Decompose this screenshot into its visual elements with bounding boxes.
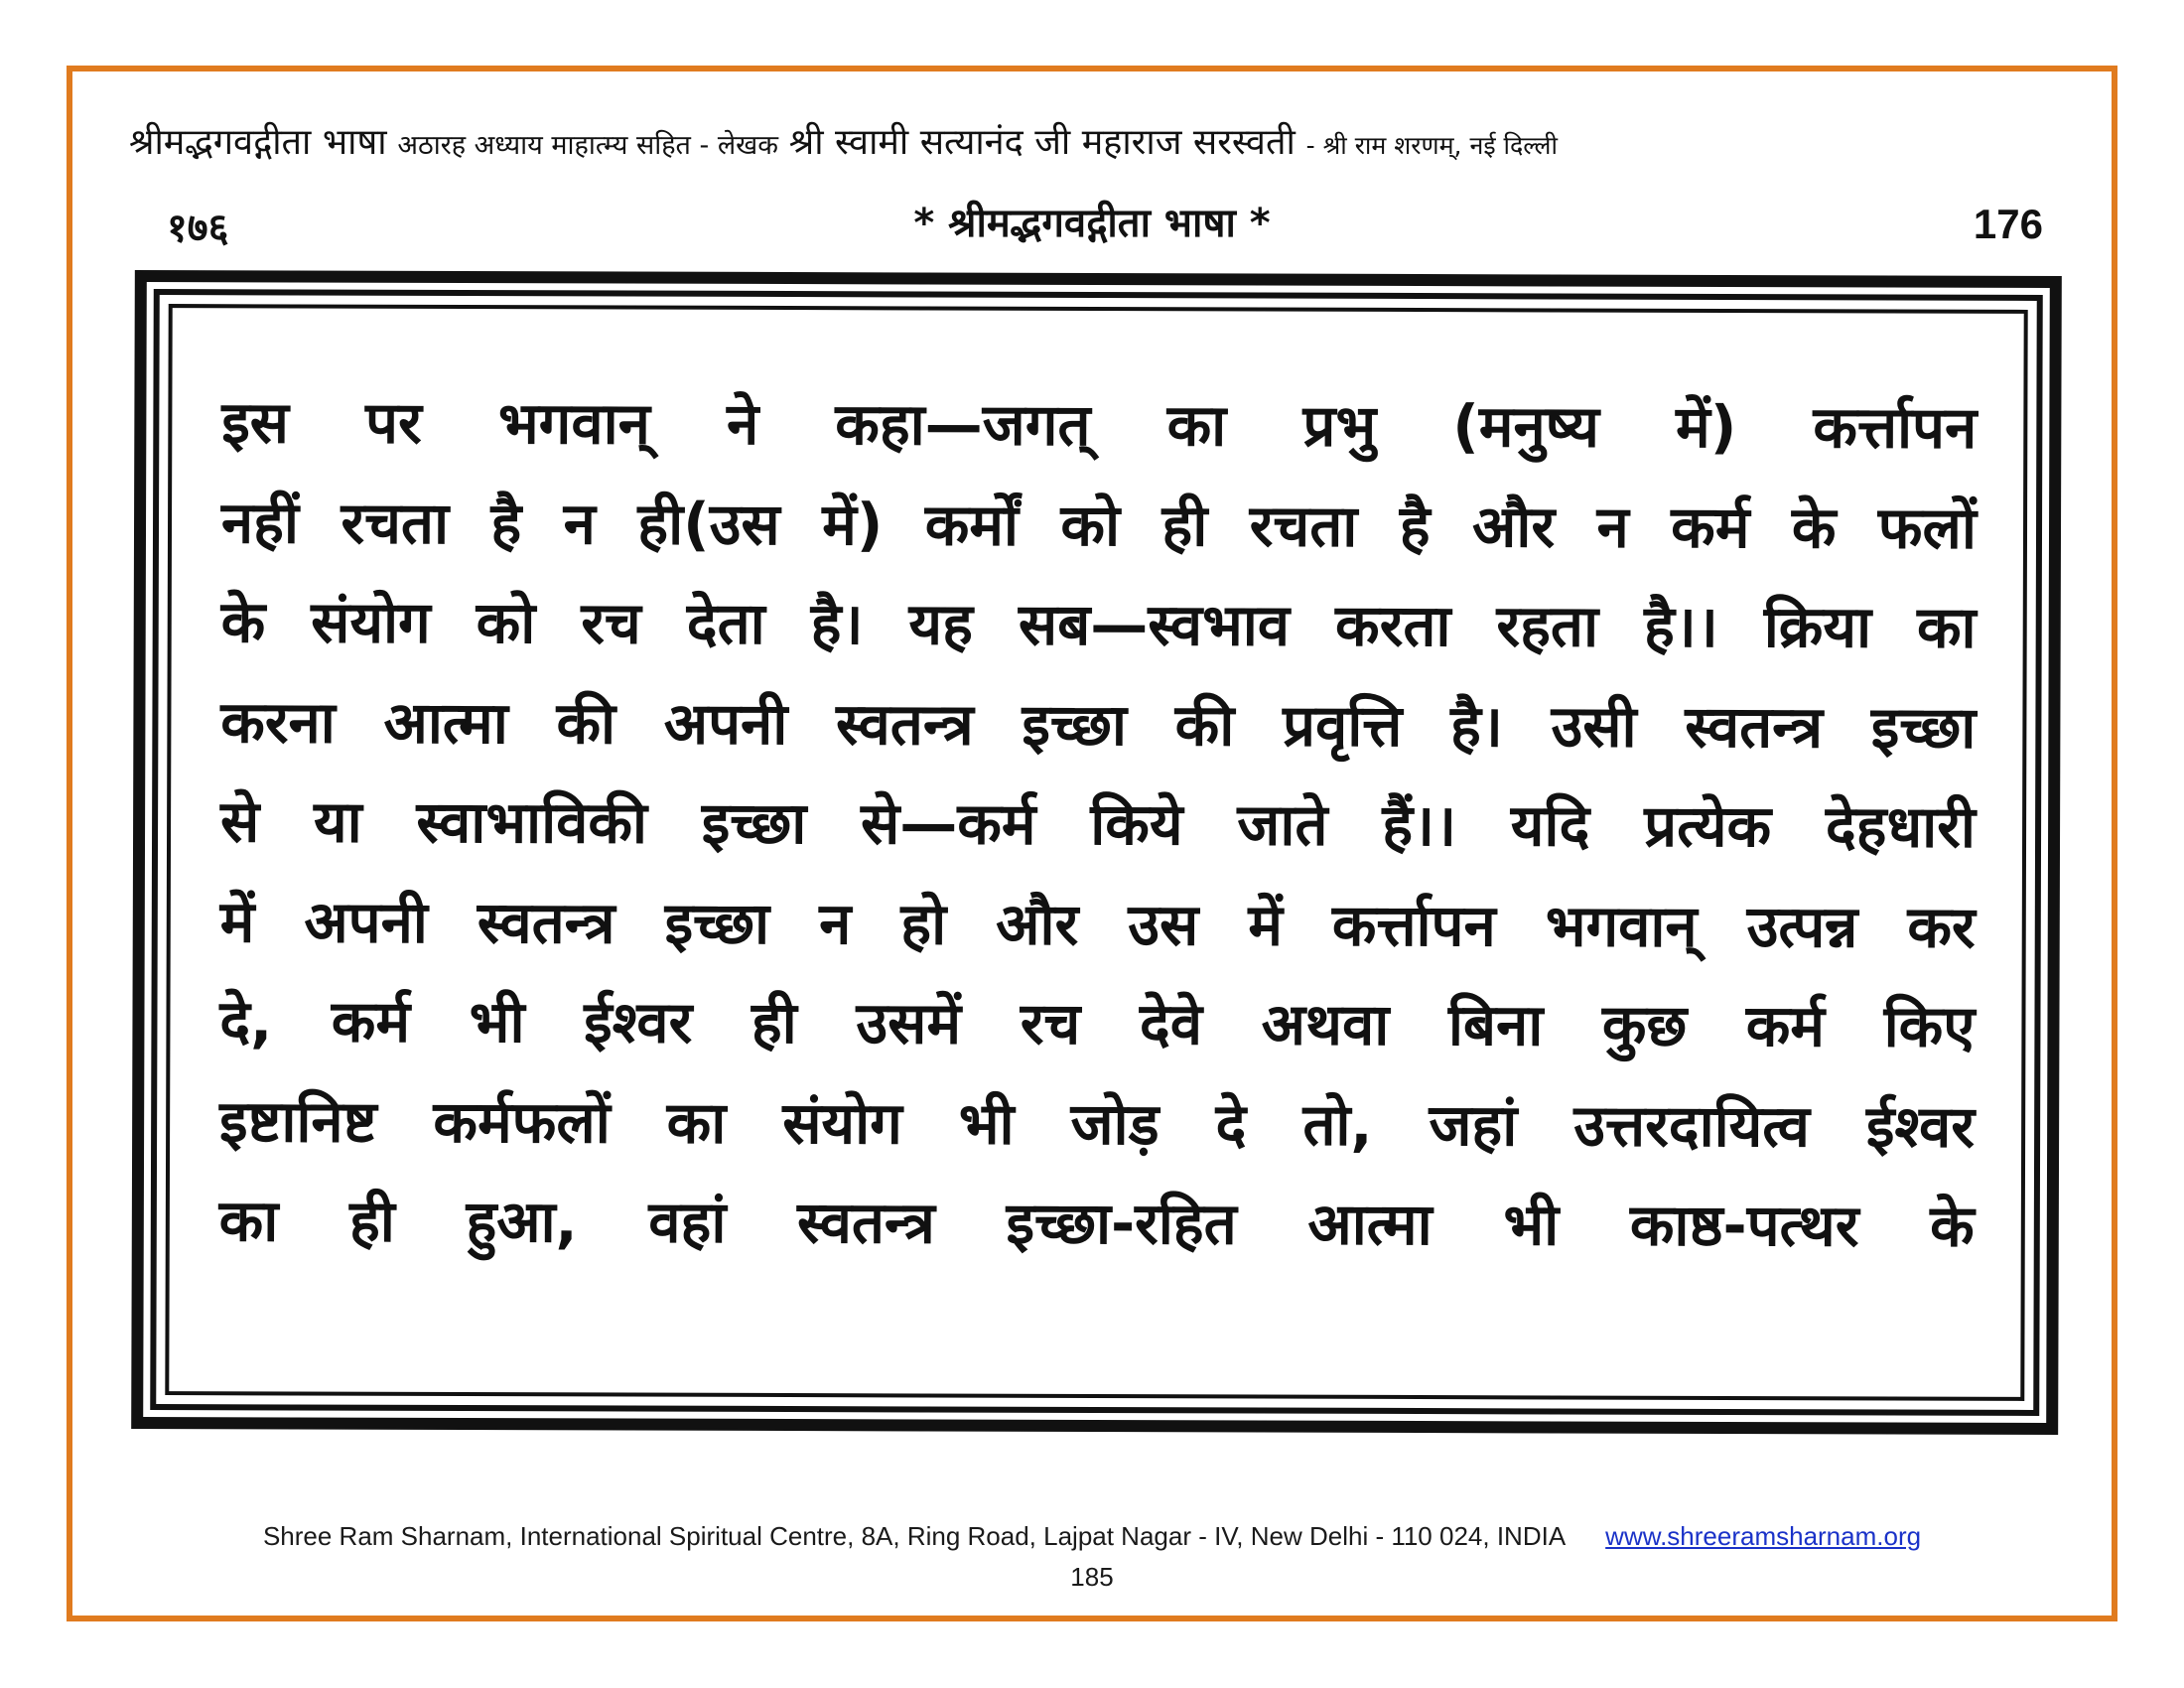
body-line: इष्टानिष्ट कर्मफलों का संयोग भी जोड़ दे तो, जहां उत्तरदायित्व ईश्वर (218, 1086, 1976, 1161)
running-title: * श्रीमद्भगवद्गीता भाषा * (913, 201, 1271, 246)
body-line: से या स्वाभाविकी इच्छा से—कर्म किये जाते हैं।। यदि प्रत्येक देहधारी (219, 787, 1977, 861)
pdf-page-number: 185 (1070, 1562, 1114, 1592)
body-line: नहीं रचता है न ही(उस में) कर्मों को ही रचता है और न कर्म के फलों (220, 488, 1978, 562)
footer-address: Shree Ram Sharnam, International Spiritual Centre, 8A, Ring Road, Lajpat Nagar - IV, New Delhi - 110 024, INDIA (262, 1521, 1567, 1551)
book-title: श्रीमद्भगवद्गीता भाषा (129, 122, 387, 163)
book-header (129, 117, 2065, 172)
page-footer (0, 1521, 2184, 1593)
body-line: के संयोग को रच देता है। यह सब—स्वभाव करता रहता है।। क्रिया का (220, 588, 1977, 661)
scripture-body (219, 372, 1978, 1276)
website-link[interactable]: www.shreeramsharnam.org (1605, 1521, 1922, 1551)
body-line: इस पर भगवान् ने कहा—जगत् का प्रभु (मनुष्य में) कर्त्तापन (221, 388, 1978, 462)
book-publisher: - श्री राम शरणम्, नई दिल्ली (1305, 131, 1558, 160)
body-line: में अपनी स्वतन्त्र इच्छा न हो और उस में कर्त्तापन भगवान् उत्पन्न कर (219, 887, 1976, 961)
body-line: का ही हुआ, वहां स्वतन्त्र इच्छा-रहित आत्मा भी काष्ठ-पत्थर के (218, 1187, 1975, 1260)
body-line: दे, कर्म भी ईश्वर ही उसमें रच देवे अथवा बिना कुछ कर्म किए (219, 987, 1976, 1060)
body-line: करना आत्मा की अपनी स्वतन्त्र इच्छा की प्रवृत्ति है। उसी स्वतन्त्र इच्छा (220, 687, 1977, 762)
book-subtitle: अठारह अध्याय माहात्म्य सहित - लेखक (397, 130, 778, 161)
page-number-devanagari: १७६ (167, 206, 229, 251)
book-author: श्री स्वामी सत्यानंद जी महाराज सरस्वती (788, 122, 1296, 163)
page-number-arabic: 176 (1973, 201, 2043, 247)
